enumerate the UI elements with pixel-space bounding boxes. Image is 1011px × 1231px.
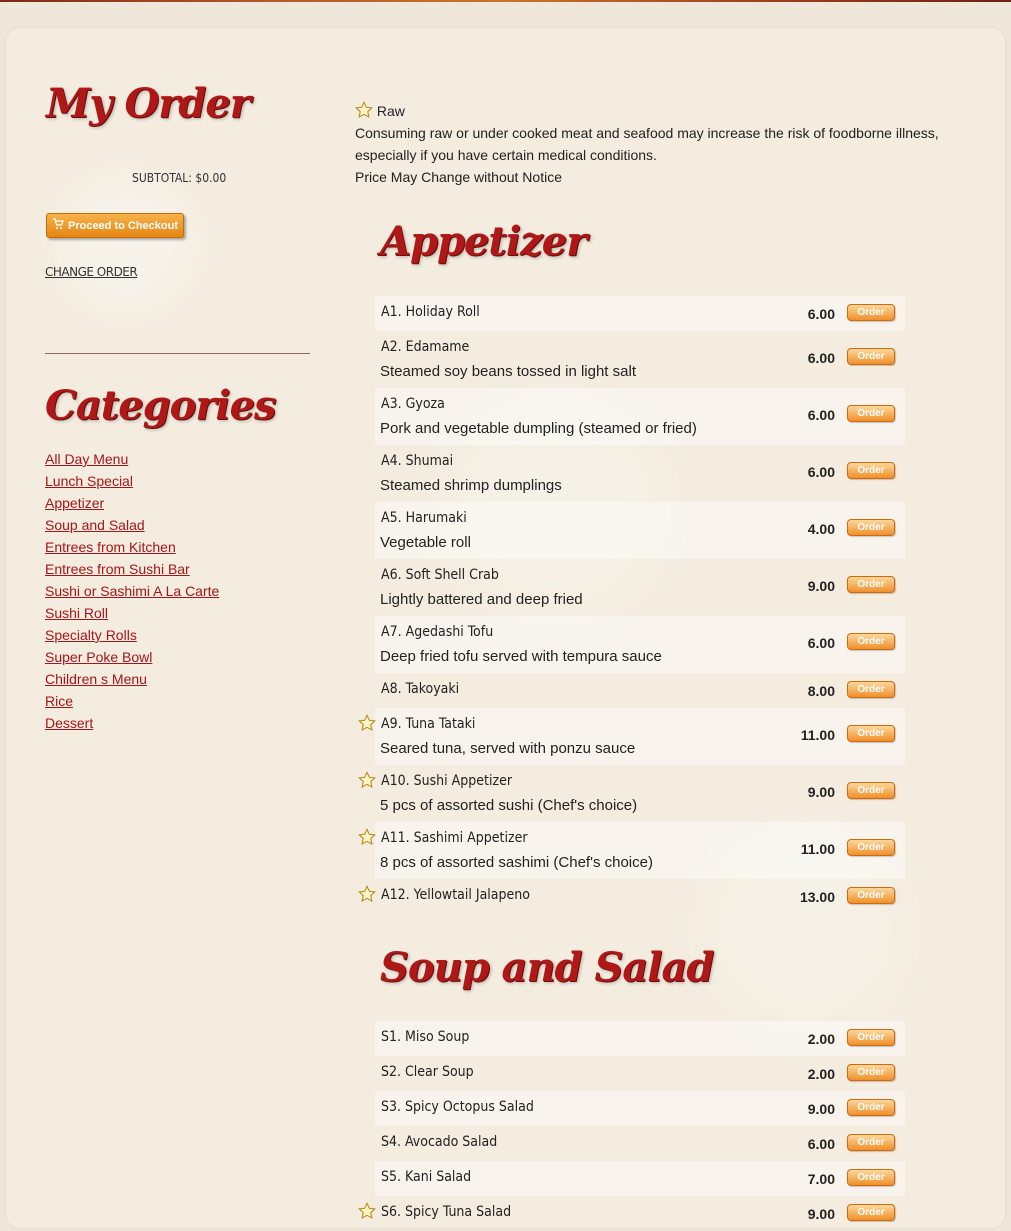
sidebar-divider xyxy=(45,353,310,354)
menu-item-row xyxy=(375,502,905,559)
menu-item-price: 9.00 xyxy=(807,784,835,800)
menu-item-price: 2.00 xyxy=(807,1066,835,1082)
menu-item-row xyxy=(375,1091,905,1126)
menu-item-price: 6.00 xyxy=(807,464,835,480)
category-item xyxy=(45,471,219,493)
raw-label: Raw xyxy=(376,103,405,119)
menu-item-price: 6.00 xyxy=(807,1136,835,1152)
menu-item-name: A8. Takoyaki xyxy=(381,681,460,697)
menu-item-row xyxy=(375,1161,905,1196)
category-link[interactable]: Lunch Special xyxy=(45,473,133,489)
order-button[interactable]: Order xyxy=(847,1134,895,1151)
checkout-label: Proceed to Checkout xyxy=(67,219,179,232)
category-link[interactable]: Sushi Roll xyxy=(45,605,109,621)
order-button[interactable]: Order xyxy=(847,681,895,698)
raw-star-icon xyxy=(358,885,376,908)
category-item xyxy=(45,691,219,713)
menu-item-name: A11. Sashimi Appetizer xyxy=(381,830,528,846)
menu-item-description: Lightly battered and deep fried xyxy=(380,591,583,608)
menu-item-name: S3. Spicy Octopus Salad xyxy=(381,1099,534,1115)
menu-item-description: Deep fried tofu served with tempura sauce xyxy=(380,648,662,665)
category-item xyxy=(45,625,219,647)
menu-item-name: A9. Tuna Tataki xyxy=(381,716,476,732)
order-button[interactable]: Order xyxy=(847,1064,895,1081)
raw-warning: Consuming raw or under cooked meat and seafood may increase the risk of foodborne illness, especially if you have certain medical conditions. xyxy=(355,125,939,163)
menu-item-description: Steamed shrimp dumplings xyxy=(380,477,562,494)
menu-item-name: A3. Gyoza xyxy=(381,396,445,412)
menu-item-price: 11.00 xyxy=(800,727,835,743)
menu-item-name: S2. Clear Soup xyxy=(381,1064,474,1080)
menu-item-name: S1. Miso Soup xyxy=(381,1029,470,1045)
menu-item-price: 2.00 xyxy=(807,1031,835,1047)
category-link[interactable]: Entrees from Sushi Bar xyxy=(45,561,190,577)
section-title: Appetizer xyxy=(380,218,587,265)
menu-item-price: 6.00 xyxy=(807,350,835,366)
menu-item-row xyxy=(375,1056,905,1091)
category-link[interactable]: Entrees from Kitchen xyxy=(45,539,176,555)
cart-icon xyxy=(52,218,64,233)
order-button[interactable]: Order xyxy=(847,1099,895,1116)
menu-item-row xyxy=(375,331,905,388)
menu-item-row xyxy=(375,388,905,445)
my-order-title: My Order xyxy=(46,80,250,127)
menu-item-description: Vegetable roll xyxy=(380,534,471,551)
category-link[interactable]: Appetizer xyxy=(45,495,105,511)
category-link[interactable]: Children s Menu xyxy=(45,671,147,687)
category-item xyxy=(45,559,219,581)
menu-item-price: 6.00 xyxy=(807,306,835,322)
order-button[interactable]: Order xyxy=(847,633,895,650)
menu-item-price: 11.00 xyxy=(800,841,835,857)
menu-item-row xyxy=(375,822,905,879)
proceed-to-checkout-button[interactable] xyxy=(46,213,184,238)
menu-item-description: Seared tuna, served with ponzu sauce xyxy=(380,740,636,757)
menu-item-name: A6. Soft Shell Crab xyxy=(381,567,499,583)
raw-star-icon xyxy=(358,771,376,794)
order-button[interactable]: Order xyxy=(847,1204,895,1221)
menu-item-description: Steamed soy beans tossed in light salt xyxy=(380,363,636,380)
order-button[interactable]: Order xyxy=(847,462,895,479)
top-banner-strip xyxy=(0,0,1011,2)
category-link[interactable]: Sushi or Sashimi A La Carte xyxy=(45,583,220,599)
menu-item-description: 5 pcs of assorted sushi (Chef's choice) xyxy=(380,797,638,814)
menu-item-row xyxy=(375,765,905,822)
order-button[interactable]: Order xyxy=(847,1169,895,1186)
menu-item-name: A1. Holiday Roll xyxy=(381,304,480,320)
category-item xyxy=(45,581,219,603)
menu-item-name: A5. Harumaki xyxy=(381,510,467,526)
category-item xyxy=(45,603,219,625)
price-notice: Price May Change without Notice xyxy=(355,169,562,185)
menu-item-row xyxy=(375,616,905,673)
menu-item-name: S5. Kani Salad xyxy=(381,1169,472,1185)
category-link[interactable]: Super Poke Bowl xyxy=(45,649,153,665)
order-button[interactable]: Order xyxy=(847,887,895,904)
menu-item-row xyxy=(375,1021,905,1056)
menu-item-row xyxy=(375,296,905,331)
menu-item-price: 9.00 xyxy=(807,1206,835,1222)
raw-star-icon xyxy=(358,828,376,851)
menu-item-price: 8.00 xyxy=(807,683,835,699)
menu-item-price: 7.00 xyxy=(807,1171,835,1187)
order-button[interactable]: Order xyxy=(847,725,895,742)
category-link[interactable]: All Day Menu xyxy=(45,451,129,467)
category-link[interactable]: Dessert xyxy=(45,715,94,731)
menu-item-row xyxy=(375,708,905,765)
categories-title: Categories xyxy=(45,382,276,429)
raw-star-icon xyxy=(355,101,373,119)
order-button[interactable]: Order xyxy=(847,519,895,536)
menu-item-name: A2. Edamame xyxy=(381,339,470,355)
menu-item-description: 8 pcs of assorted sashimi (Chef's choice) xyxy=(380,854,653,871)
menu-item-price: 9.00 xyxy=(807,578,835,594)
change-order-link[interactable]: CHANGE ORDER xyxy=(45,265,138,279)
raw-star-icon xyxy=(358,714,376,737)
menu-item-name: S4. Avocado Salad xyxy=(381,1134,498,1150)
order-button[interactable]: Order xyxy=(847,839,895,856)
menu-item-name: A12. Yellowtail Jalapeno xyxy=(381,887,530,903)
menu-item-price: 13.00 xyxy=(799,889,835,905)
order-button[interactable]: Order xyxy=(847,405,895,422)
category-link[interactable]: Soup and Salad xyxy=(45,517,145,533)
category-item xyxy=(45,647,219,669)
menu-item-price: 9.00 xyxy=(807,1101,835,1117)
menu-item-row xyxy=(375,445,905,502)
menu-item-name: A10. Sushi Appetizer xyxy=(381,773,512,789)
category-item xyxy=(45,449,219,471)
category-link[interactable]: Rice xyxy=(45,693,74,709)
menu-item-row xyxy=(375,1126,905,1161)
order-button[interactable]: Order xyxy=(847,576,895,593)
order-button[interactable]: Order xyxy=(847,348,895,365)
category-item xyxy=(45,713,219,735)
menu-item-price: 4.00 xyxy=(807,521,835,537)
menu-item-name: A4. Shumai xyxy=(381,453,454,469)
category-list xyxy=(45,449,219,735)
order-button[interactable]: Order xyxy=(847,1029,895,1046)
category-item xyxy=(45,493,219,515)
order-button[interactable]: Order xyxy=(847,304,895,321)
menu-item-row xyxy=(375,879,905,914)
menu-item-price: 6.00 xyxy=(807,407,835,423)
category-item xyxy=(45,537,219,559)
menu-item-row xyxy=(375,673,905,708)
category-item xyxy=(45,669,219,691)
category-item xyxy=(45,515,219,537)
menu-item-name: S6. Spicy Tuna Salad xyxy=(381,1204,512,1220)
subtotal: SUBTOTAL: $0.00 xyxy=(132,171,227,185)
menu-item-name: A7. Agedashi Tofu xyxy=(381,624,494,640)
category-link[interactable]: Specialty Rolls xyxy=(45,627,137,643)
raw-notice xyxy=(355,100,955,188)
menu-item-description: Pork and vegetable dumpling (steamed or fried) xyxy=(380,420,697,437)
menu-item-row xyxy=(375,559,905,616)
menu-item-price: 6.00 xyxy=(807,635,835,651)
order-button[interactable]: Order xyxy=(847,782,895,799)
section-title: Soup and Salad xyxy=(380,944,714,991)
